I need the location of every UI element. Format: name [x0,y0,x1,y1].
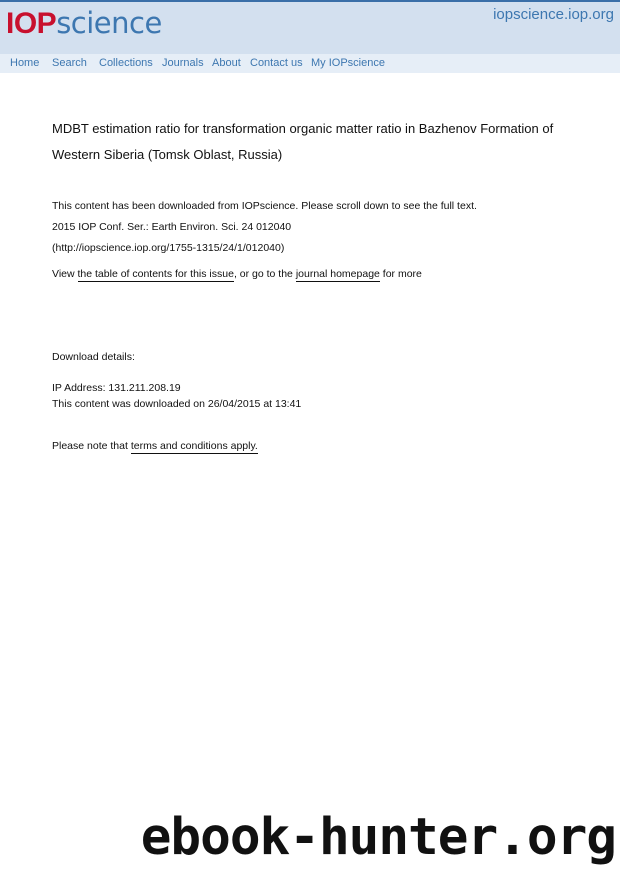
iopscience-logo[interactable] [6,6,162,41]
nav-my-iopscience[interactable]: My IOPscience [311,57,385,69]
logo-science-text: science [56,6,162,40]
terms-line [52,440,258,452]
site-header [0,2,620,54]
toc-link[interactable]: the table of contents for this issue [77,268,234,280]
site-url[interactable]: iopscience.iop.org [493,6,614,23]
logo-iop-text: IOP [6,7,57,40]
main-nav [0,54,620,73]
nav-home[interactable]: Home [10,57,40,69]
view-suffix: for more [379,268,422,280]
terms-link[interactable]: terms and conditions apply. [130,440,258,452]
nav-about[interactable]: About [212,57,241,69]
nav-collections[interactable]: Collections [99,57,153,69]
nav-contact-us[interactable]: Contact us [250,57,303,69]
article-title: MDBT estimation ratio for transformation organic matter ratio in Bazhenov Formation of Western Siberia (Tomsk Oblast, Russia) [52,121,554,162]
download-notice: This content has been downloaded from IOPscience. Please scroll down to see the full text. [52,200,477,212]
citation: 2015 IOP Conf. Ser.: Earth Environ. Sci. 24 012040 [52,221,292,233]
download-timestamp: This content was downloaded on 26/04/2015 at 13:41 [52,398,302,410]
journal-homepage-link[interactable]: journal homepage [295,268,380,280]
article-url: (http://iopscience.iop.org/1755-1315/24/1/012040) [52,242,285,254]
ip-address: IP Address: 131.211.208.19 [52,382,181,394]
watermark: ebook-hunter.org [140,808,616,867]
view-middle: , or go to the [233,268,296,280]
nav-search[interactable]: Search [52,57,87,69]
view-prefix: View [52,268,78,280]
terms-prefix: Please note that [52,440,131,452]
nav-journals[interactable]: Journals [162,57,204,69]
view-more-line [52,268,422,280]
download-details-heading: Download details: [52,351,135,363]
